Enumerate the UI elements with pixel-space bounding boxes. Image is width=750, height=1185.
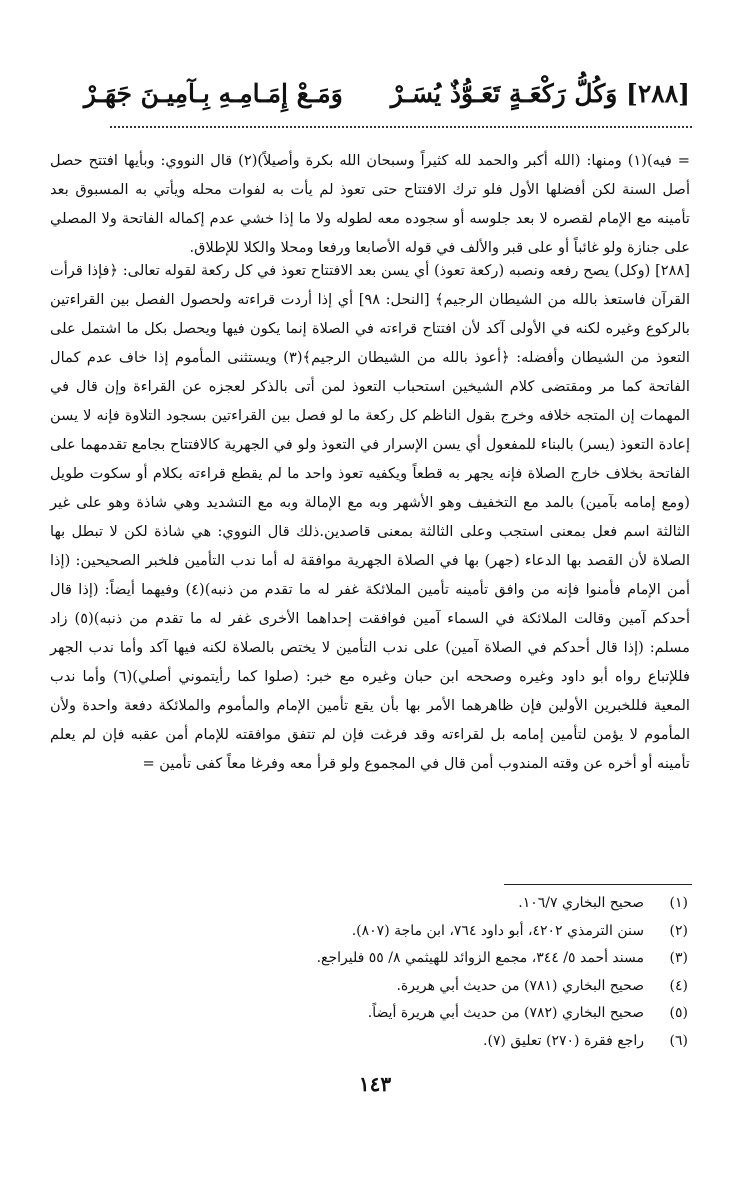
footnote-text: صحيح البخاري (٧٨١) من حديث أبي هريرة. — [396, 977, 644, 994]
page-number: ١٤٣ — [358, 1072, 392, 1096]
footnote-item — [88, 1000, 688, 1028]
paragraph-text: = فيه)(١) ومنها: (الله أكبر والحمد لله كثيراً وسبحان الله بكرة وأصيلاً)(٢) قال النووي: وبأيها افتتح حصل أصل السنة لكن أفضلها الأول فلو ترك الافتتاح حتى تعوذ لم يأت به لفوات محله ويأتي به المسبوق بعد تأمينه مع الإمام لقصره لا بعد جلوسه أو سجوده معه لطوله ولا ما إذا خشي عدم إكماله الفاتحة ولا المصلي على جنازة ولو غائباً أو على قبر والألف في قوله الأصابعا ورفعا ومحلا والكلا للإطلاق. — [50, 152, 690, 256]
footnote-item — [88, 890, 688, 918]
verse-hemistich-left: وَمَـعْ إِمَـامِـهِ بِـآمِيـنَ جَهَـرْ — [83, 79, 343, 108]
dotted-separator — [110, 126, 692, 128]
footnotes-list — [88, 890, 688, 1055]
footnote-number: (٢) — [669, 922, 688, 939]
footnote-number: (٣) — [669, 950, 688, 966]
footnote-item — [88, 1028, 688, 1056]
footnote-text: راجع فقرة (٢٧٠) تعليق (٧). — [483, 1032, 644, 1049]
verse-header — [50, 74, 690, 114]
footnote-text: صحيح البخاري ١٠٦/٧. — [518, 895, 644, 911]
commentary-paragraph-1 — [50, 146, 690, 262]
footnote-rule — [504, 884, 692, 885]
footnote-text: مسند أحمد ٥/ ٣٤٤، مجمع الزوائد للهيثمي ٨/ ٥٥ فليراجع. — [316, 950, 644, 966]
footnote-number: (١) — [669, 895, 688, 911]
footnote-text: سنن الترمذي ٤٢٠٢، أبو داود ٧٦٤، ابن ماجة (٨٠٧). — [351, 922, 644, 939]
footnote-item — [88, 918, 688, 946]
footnote-number: (٦) — [669, 1032, 688, 1049]
footnote-number: (٥) — [669, 1005, 688, 1021]
commentary-paragraph-2 — [50, 256, 690, 778]
footnote-item — [88, 973, 688, 1001]
verse-hemistich-right: [٢٨٨] وَكُلُّ رَكْعَـةٍ تَعَـوُّذٌ يُسَـرْ — [390, 79, 690, 108]
footnote-text: صحيح البخاري (٧٨٢) من حديث أبي هريرة أيضاً. — [367, 1005, 644, 1021]
footnote-number: (٤) — [669, 977, 688, 994]
paragraph-text: [٢٨٨] (وكل) يصح رفعه ونصبه (ركعة تعوذ) أي يسن بعد الافتتاح تعوذ في كل ركعة لقوله تعالى: ﴿فإذا قرأت القرآن فاستعذ بالله من الشيطان الرجيم﴾ [النحل: ٩٨] أي إذا أردت قراءته ولحصول الفصل بين القراءتين بالركوع وغيره لكنه في الأولى آكد لأن افتتاح قراءته في الصلاة إنما يكون فيها ويحصل بكل ما اشتمل على التعوذ من الشيطان وأفضله: ﴿أعوذ بالله من الشيطان الرجيم﴾(٣) ويستثنى المأموم إذا خاف عدم كمال الفاتحة كما مر ومقتضى كلام الشيخين استحباب التعوذ لمن أتى بالذكر لعجزه عن القراءة وإن قال في المهمات إن المتجه خلافه وخرج بقول الناظم كل ركعة ما لو فصل بين القراءتين بسجود التلاوة فإنه لا يسن إعادة التعوذ (يسر) بالبناء للمفعول أي يسن الإسرار في التعوذ ولو في الجهرية كالافتتاح بجامع تقدمهما على الفاتحة بخلاف خارج الصلاة فإنه يجهر به قطعاً ويكفيه تعوذ واحد ما لم يقطع قراءته بكلام أو سكوت طويل (ومع إمامه بآمين) بالمد مع التخفيف وهو الأشهر وبه مع الإمالة وبه مع التشديد وهي شاذة وهو على غير الثالثة اسم فعل بمعنى استجب وعلى الثالثة بمعنى قاصدين.ذلك قال النووي: هي شاذة لكن لا تبطل بها الصلاة لأن القصد بها الدعاء (جهر) بها في الصلاة الجهرية موافقة له أما ندب التأمين فلخبر الصحيحين: (إذا أمن الإمام فأمنوا فإنه من وافق تأمينه تأمين الملائكة غفر له ما تقدم من ذنبه)(٤) وفيهما أيضاً: (إذا قال أحدكم آمين وقالت الملائكة في السماء آمين فوافقت إحداهما الأخرى غفر له ما تقدم من ذنبه)(٥) زاد مسلم: (إذا قال أحدكم في الصلاة آمين) على ندب التأمين لا يختص بالصلاة لكنه فيها آكد وأما ندب الجهر فللإتباع رواه أبو داود وغيره وصححه ابن حبان وغيره مع خبر: (صلوا كما رأيتموني أصلي)(٦) وأما ندب المعية فللخبرين الأولين فإن ظاهرهما الأمر بها بأن يقع تأمين الإمام والمأموم والملائكة دفعة واحدة ولأن المأموم لا يؤمن لتأمين إمامه بل لقراءته وقد فرغت فإن لم تتفق موافقته للإمام أمن عقبه فإن لم يعلم تأمينه أو أخره عن وقته المندوب أمن قال في المجموع ولو قرأ معه وفرغا معاً كفى تأمين = — [50, 262, 691, 772]
footnote-item — [88, 945, 688, 973]
